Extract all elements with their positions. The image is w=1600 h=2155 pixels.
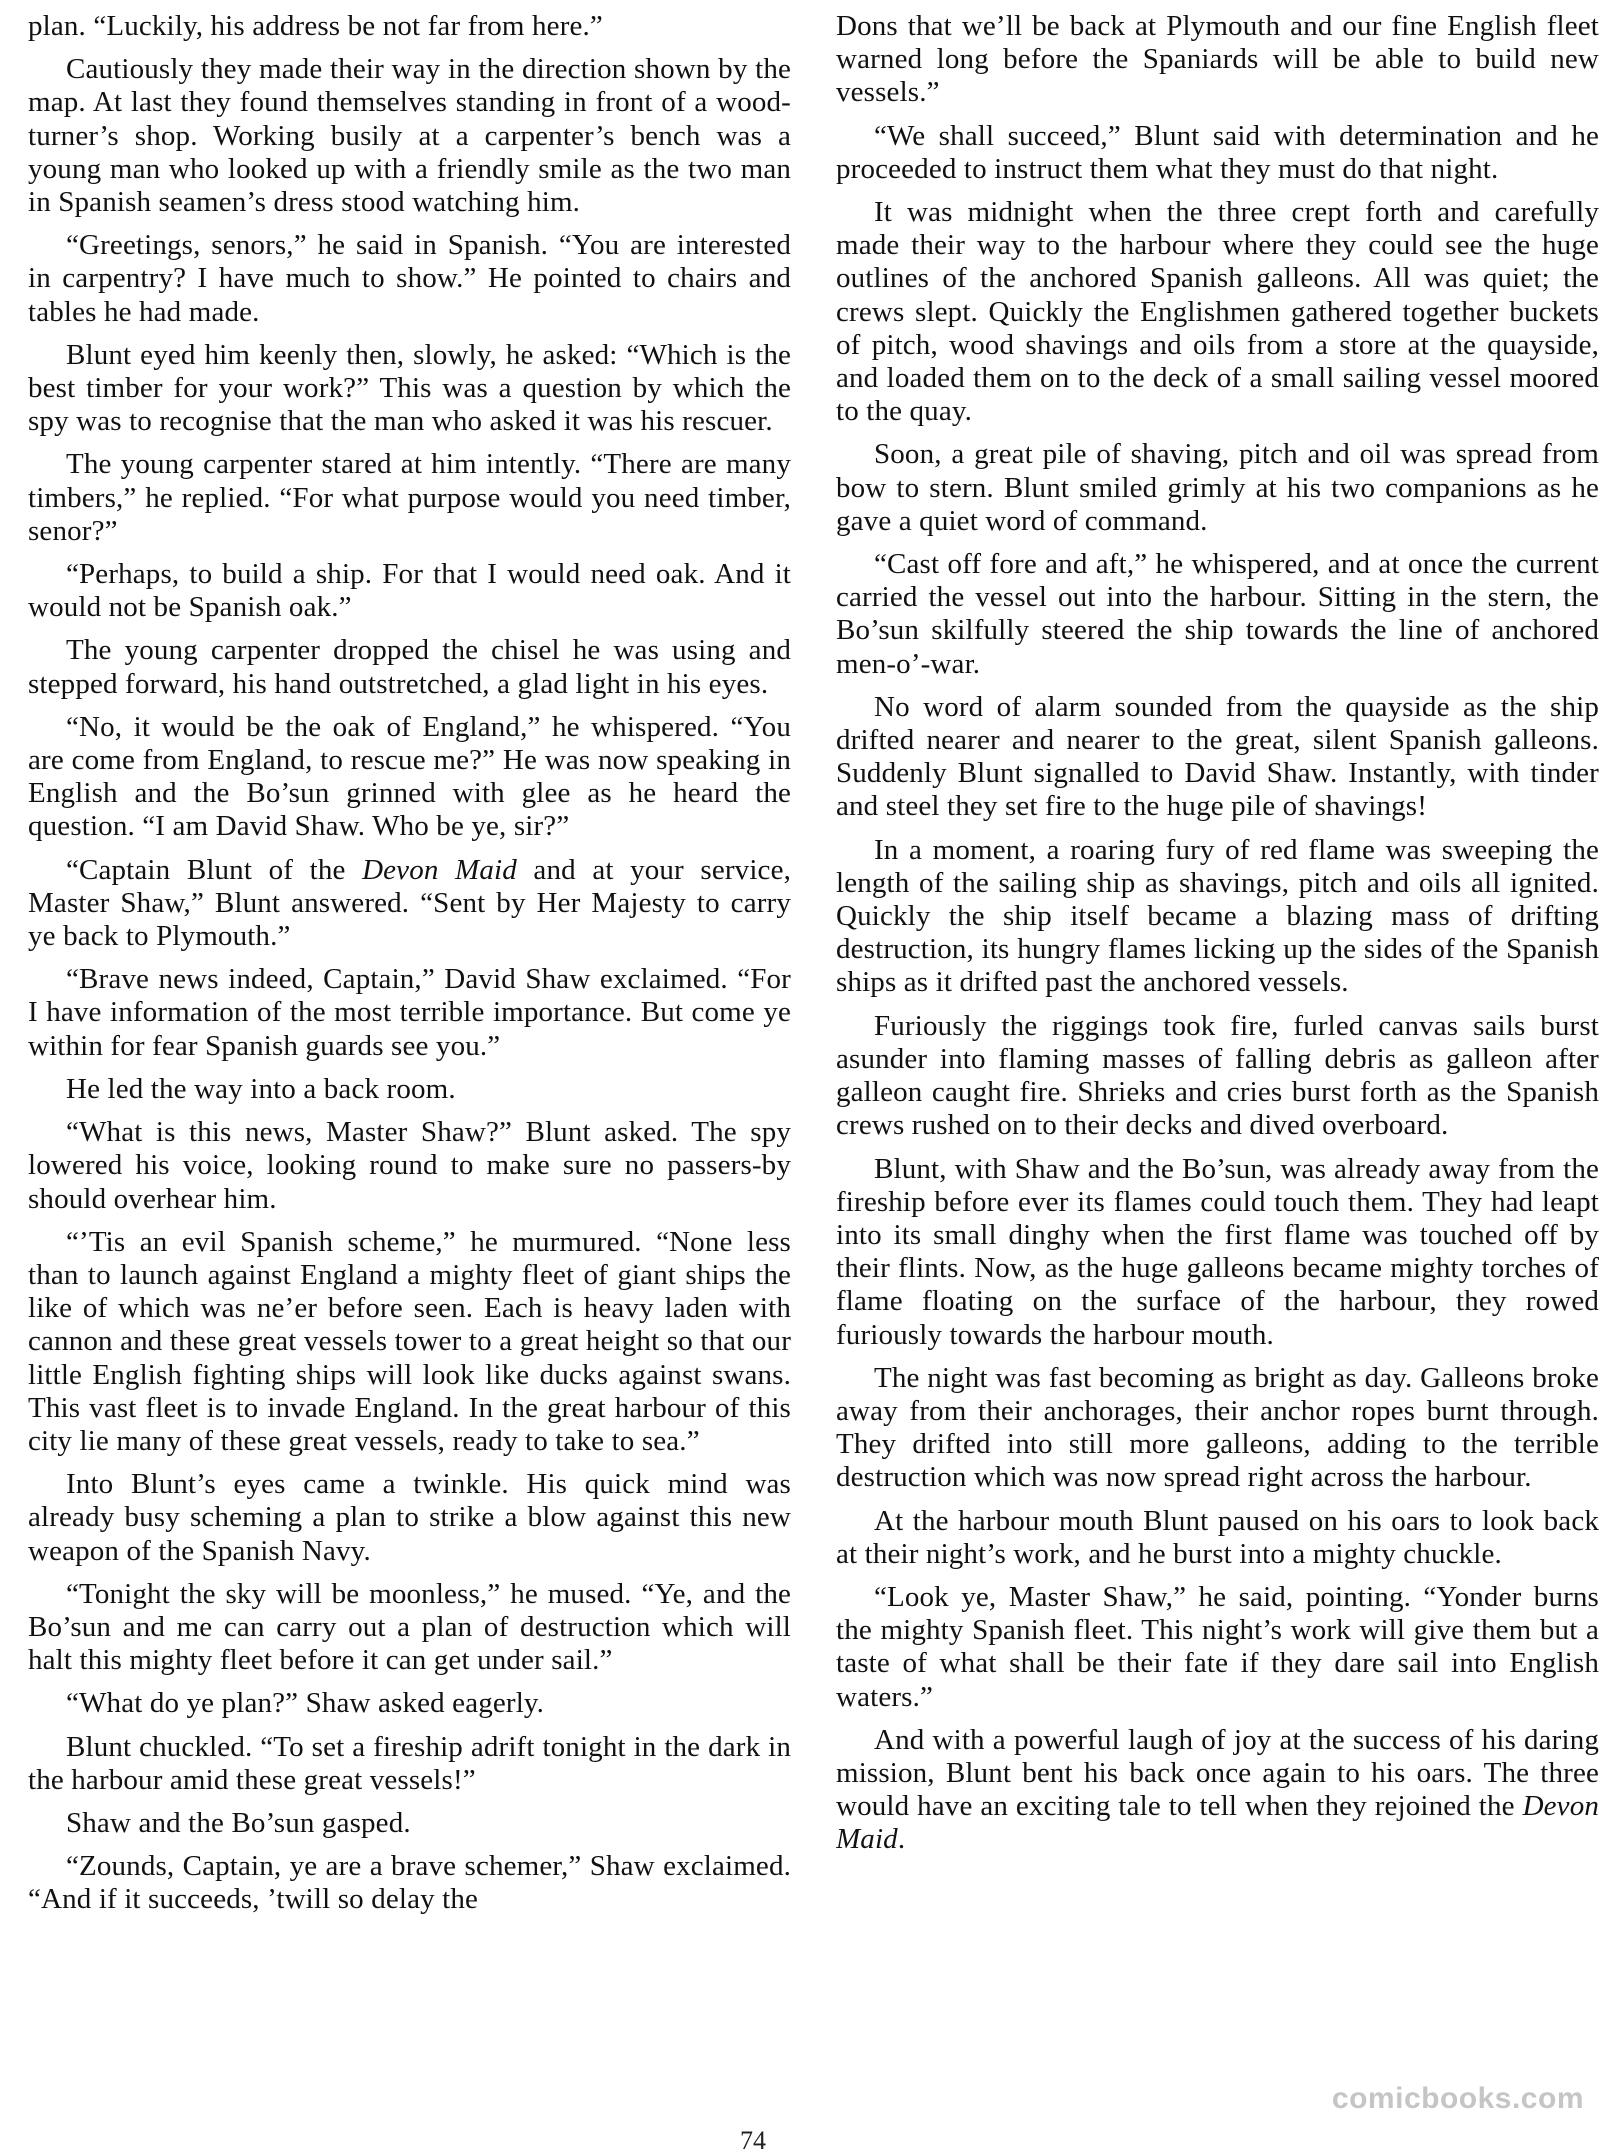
paragraph: And with a powerful laugh of joy at the success of his daring mission, Blunt bent his back once again to his oars. The three would have an exciting tale to tell when they rejoined the Devon Maid. [836,1723,1599,1856]
paragraph: Blunt, with Shaw and the Bo’sun, was already away from the fireship before ever its flames could touch them. They had leapt into its small dinghy when the first flame was touched off by their flints. Now, as the huge galleons became mighty torches of flame floating on the surface of the harbour, they rowed furiously towards the harbour mouth. [836,1152,1599,1351]
left-text-column [28,10,791,2130]
paragraph: “Zounds, Captain, ye are a brave schemer,” Shaw exclaimed. “And if it succeeds, ’twill so delay the [28,1850,791,1916]
book-page [28,10,1599,2140]
ship-name: Devon Maid [836,1790,1599,1856]
paragraph: “What do ye plan?” Shaw asked eagerly. [66,1687,545,1720]
paragraph: “What is this news, Master Shaw?” Blunt asked. The spy lowered his voice, looking round to make sure no passers-by should overhear him. [28,1116,791,1215]
paragraph: Shaw and the Bo’sun gasped. [66,1806,411,1839]
paragraph: “Brave news indeed, Captain,” David Shaw exclaimed. “For I have information of the most terrible importance. But come ye within for fear Spanish guards see you.” [28,963,791,1062]
paragraph: Blunt chuckled. “To set a fireship adrift tonight in the dark in the harbour amid these great vessels!” [28,1730,791,1796]
paragraph: Soon, a great pile of shaving, pitch and oil was spread from bow to stern. Blunt smiled grimly at his two companions as he gave a quiet word of command. [836,438,1599,537]
paragraph: plan. “Luckily, his address be not far from here.” [28,10,603,42]
right-text-column [836,10,1599,2130]
paragraph: It was midnight when the three crept forth and carefully made their way to the harbour where they could see the huge outlines of the anchored Spanish galleons. All was quiet; the crews slept. Quickly the Englishmen gathered together buckets of pitch, wood shavings and oils from a store at the quayside, and loaded them on to the deck of a small sailing vessel moored to the quay. [836,196,1599,428]
page-number: 74 [740,2126,766,2155]
paragraph: “Greetings, senors,” he said in Spanish. “You are interested in carpentry? I have much to show.” He pointed to chairs and tables he had made. [28,229,791,328]
paragraph: In a moment, a roaring fury of red flame was sweeping the length of the sailing ship as shavings, pitch and oils all ignited. Quickly the ship itself became a blazing mass of drifting destruction, its hungry flames licking up the sides of the Spanish ships as it drifted past the anchored vessels. [836,833,1599,999]
paragraph: “Cast off fore and aft,” he whispered, and at once the current carried the vessel out into the harbour. Sitting in the stern, the Bo’sun skilfully steered the ship towards the line of anchored men-o’-war. [836,548,1599,680]
paragraph: Furiously the riggings took fire, furled canvas sails burst asunder into flaming masses of falling debris as galleon after galleon caught fire. Shrieks and cries burst forth as the Spanish crews rushed on to their decks and dived overboard. [836,1009,1599,1142]
paragraph: “No, it would be the oak of England,” he whispered. “You are come from England, to rescue me?” He was now speaking in English and the Bo’sun grinned with glee as he heard the question. “I am David Shaw. Who be ye, sir?” [28,710,791,843]
ship-name: Devon Maid [362,853,517,886]
paragraph: The night was fast becoming as bright as day. Galleons broke away from their anchorages, their anchor ropes burnt through. They drifted into still more galleons, adding to the terrible destruction which was now spread right across the harbour. [836,1361,1599,1494]
paragraph: No word of alarm sounded from the quayside as the ship drifted nearer and nearer to the great, silent Spanish galleons. Suddenly Blunt signalled to David Shaw. Instantly, with tinder and steel they set fire to the huge pile of shavings! [836,690,1599,823]
paragraph: “We shall succeed,” Blunt said with determination and he proceeded to instruct them what they must do that night. [836,119,1599,185]
paragraph: Into Blunt’s eyes came a twinkle. His quick mind was already busy scheming a plan to strike a blow against this new weapon of the Spanish Navy. [28,1468,791,1567]
paragraph: “Perhaps, to build a ship. For that I would need oak. And it would not be Spanish oak.” [28,558,791,624]
paragraph: Dons that we’ll be back at Plymouth and our fine English fleet warned long before the Spaniards will be able to build new vessels.” [836,10,1599,109]
paragraph: “Look ye, Master Shaw,” he said, pointing. “Yonder burns the mighty Spanish fleet. This night’s work will give them but a taste of what shall be their fate if they dare sail into English waters.” [836,1580,1599,1713]
paragraph: “Tonight the sky will be moonless,” he mused. “Ye, and the Bo’sun and me can carry out a plan of destruction which will halt this mighty fleet before it can get under sail.” [28,1577,791,1677]
paragraph: Cautiously they made their way in the direction shown by the map. At last they found themselves standing in front of a wood-turner’s shop. Working busily at a carpenter’s bench was a young man who looked up with a friendly smile as the two man in Spanish seamen’s dress stood watching him. [28,53,791,219]
watermark-text: comicbooks.com [1331,2082,1584,2115]
paragraph: The young carpenter dropped the chisel he was using and stepped forward, his hand outstretched, a glad light in his eyes. [28,634,791,700]
paragraph: The young carpenter stared at him intently. “There are many timbers,” he replied. “For what purpose would you need timber, senor?” [28,448,791,547]
paragraph: “Captain Blunt of the Devon Maid and at your service, Master Shaw,” Blunt answered. “Sent by Her Majesty to carry ye back to Plymouth.” [28,853,791,953]
paragraph: He led the way into a back room. [66,1072,456,1105]
paragraph: At the harbour mouth Blunt paused on his oars to look back at their night’s work, and he burst into a mighty chuckle. [836,1504,1599,1570]
paragraph: Blunt eyed him keenly then, slowly, he asked: “Which is the best timber for your work?” This was a question by which the spy was to recognise that the man who asked it was his rescuer. [28,338,791,438]
paragraph: “’Tis an evil Spanish scheme,” he murmured. “None less than to launch against England a mighty fleet of giant ships the like of which was ne’er before seen. Each is heavy laden with cannon and these great vessels tower to a great height so that our little English fighting ships will look like ducks against swans. This vast fleet is to invade England. In the great harbour of this city lie many of these great vessels, ready to take to sea.” [28,1225,791,1457]
